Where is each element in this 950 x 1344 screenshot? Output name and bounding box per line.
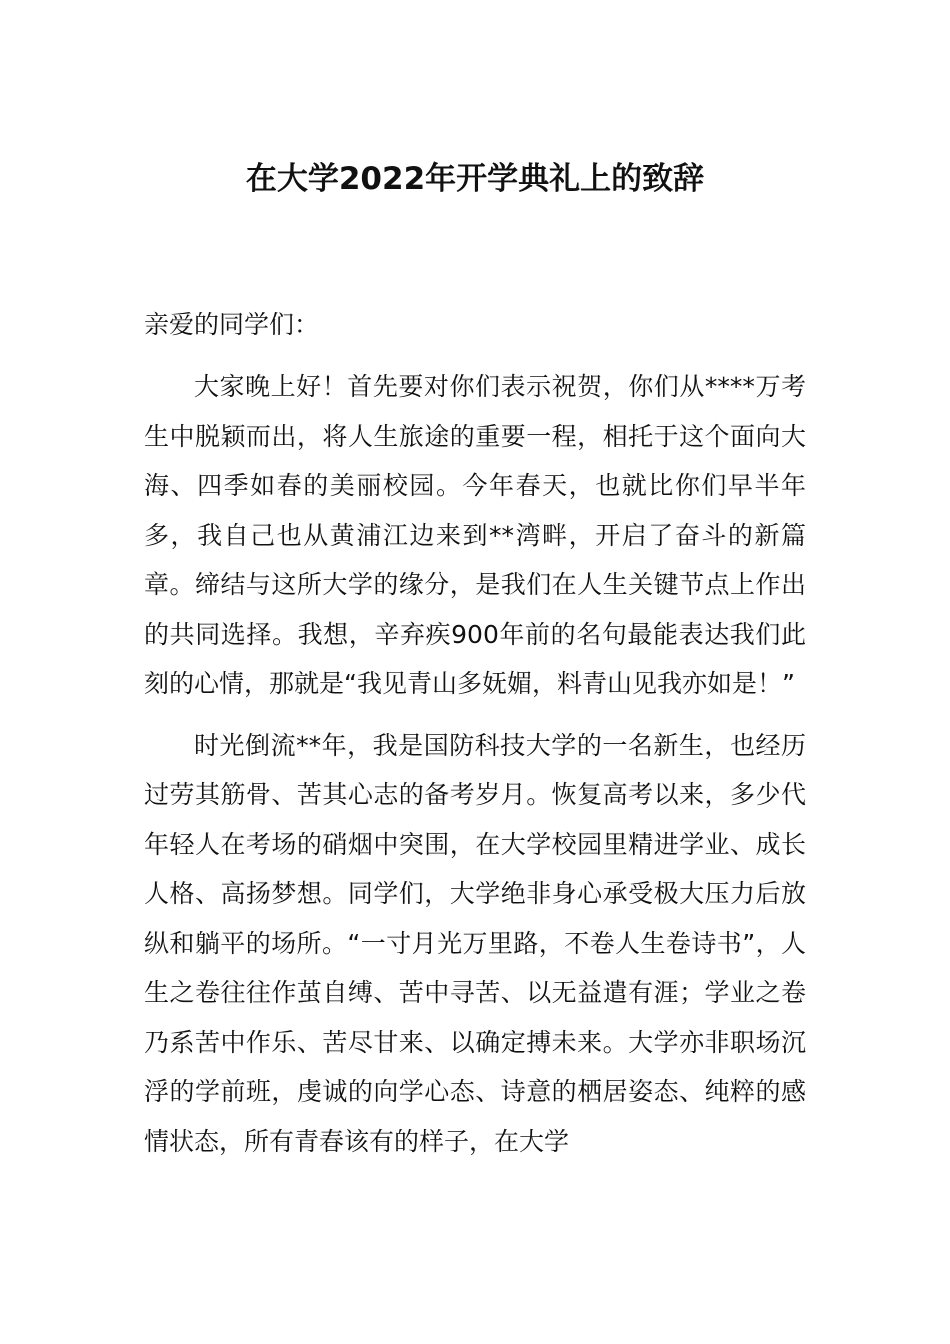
paragraph-1: 大家晚上好！首先要对你们表示祝贺，你们从****万考生中脱颖而出，将人生旅途的重要一程，相托于这个面向大海、四季如春的美丽校园。今年春天，也就比你们早半年多，我自己也从黄浦江边来到**湾畔，开启了奋斗的新篇章。缔结与这所大学的缘分，是我们在人生关键节点上作出的共同选择。我想，辛弃疾900年前的名句最能表达我们此刻的心情，那就是“我见青山多妩媚，料青山见我亦如是！” <box>144 372 806 698</box>
paragraph-2: 时光倒流**年，我是国防科技大学的一名新生，也经历过劳其筋骨、苦其心志的备考岁月。恢复高考以来，多少代年轻人在考场的硝烟中突围，在大学校园里精进学业、成长人格、高扬梦想。同学们，大学绝非身心承受极大压力后放纵和躺平的场所。“一寸月光万里路，不卷人生卷诗书”，人生之卷往往作茧自缚、苦中寻苦、以无益遣有涯；学业之卷乃系苦中作乐、苦尽甘来、以确定搏未来。大学亦非职场沉浮的学前班，虔诚的向学心态、诗意的栖居姿态、纯粹的感情状态，所有青春该有的样子，在大学 <box>144 730 806 1156</box>
document-body <box>144 300 806 1166</box>
document-title: 在大学2022年开学典礼上的致辞 <box>245 161 705 197</box>
salutation: 亲爱的同学们： <box>144 310 320 339</box>
